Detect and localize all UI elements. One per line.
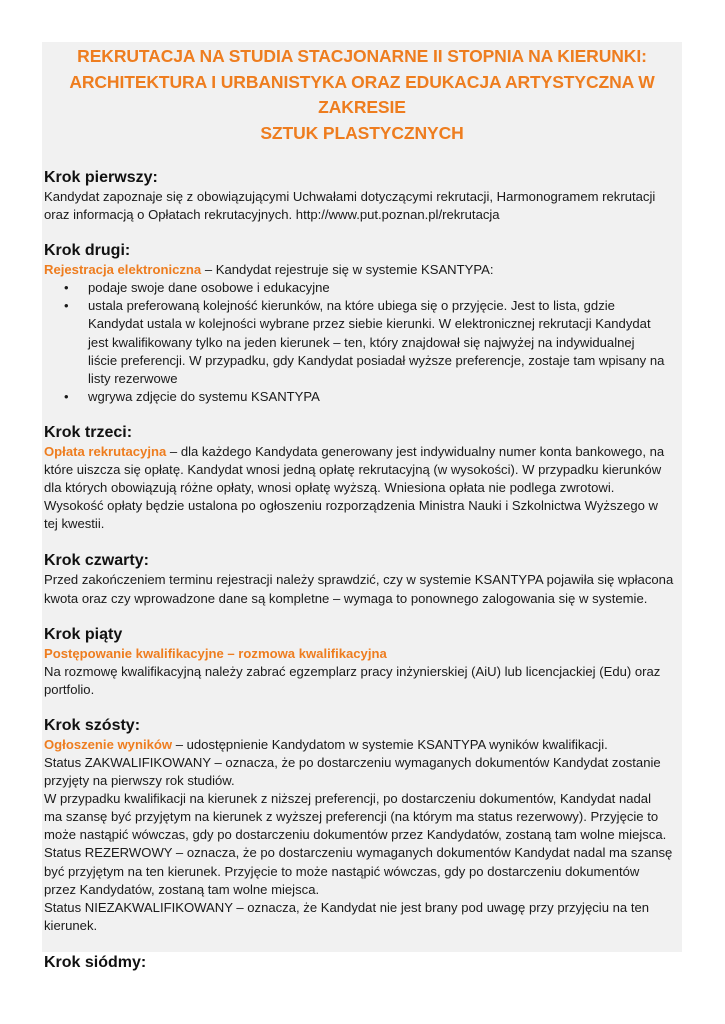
step-4-text — [44, 571, 680, 607]
document-page — [42, 42, 682, 971]
step-2-bullet-list — [44, 279, 680, 406]
step-6-line: ma szansę być przyjętym na kierunek z wyższej preferencji (na którym ma status rezerwowy). Przyjęcie to — [44, 809, 659, 825]
step-6-line: Status ZAKWALIFIKOWANY – oznacza, że po dostarczeniu wymaganych dokumentów Kandydat zostanie — [44, 754, 661, 770]
step-1-line: Kandydat zapoznaje się z obowiązującymi Uchwałami dotyczącymi rekrutacji, Harmonogramem rekrutacji — [44, 189, 656, 204]
list-item — [64, 279, 680, 297]
title-line-3: SZTUK PLASTYCZNYCH — [260, 122, 464, 143]
step-6-line: kierunek. — [44, 917, 98, 933]
step-6-highlight: Ogłoszenie wyników — [44, 736, 173, 752]
step-6-line: W przypadku kwalifikacji na kierunek z niższej preferencji, po dostarczeniu dokumentów, Kandydat nadal — [44, 791, 651, 807]
step-6-heading: Krok szósty: — [44, 716, 141, 734]
title-line-1: REKRUTACJA NA STUDIA STACJONARNE II STOPNIA NA KIERUNKI: — [77, 46, 647, 66]
step-6-line: Status REZERWOWY – oznacza, że po dostarczeniu wymaganych dokumentów Kandydat nadal ma szansę — [44, 845, 673, 861]
step-3-heading: Krok trzeci: — [44, 423, 133, 441]
step-5-text — [44, 663, 680, 699]
step-6-line: może nastąpić wówczas, gdy po dostarczeniu dokumentów przez Kandydatów, zostaną tam wolne miejsca. — [44, 827, 667, 843]
list-item-line: listy rezerwowe — [88, 370, 178, 386]
step-2 — [44, 241, 680, 406]
step-2-highlight: Rejestracja elektroniczna — [44, 262, 202, 278]
step-5-heading: Krok piąty — [44, 625, 123, 643]
list-item-line: podaje swoje dane osobowe i edukacyjne — [88, 280, 330, 296]
step-5 — [44, 625, 680, 699]
bullet-icon: • — [64, 280, 69, 296]
step-1-heading: Krok pierwszy: — [44, 169, 158, 186]
bullet-icon: • — [64, 298, 69, 314]
list-item-line: ustala preferowaną kolejność kierunków, na które ubiega się o przyjęcie. Jest to lista, gdzie — [88, 298, 615, 314]
list-item-line: jest kwalifikowany tylko na jeden kierunek – ten, który znajdował się najwyżej na indywidualnej — [88, 334, 635, 350]
step-6 — [44, 716, 680, 935]
step-4-line: kwota oraz czy wprowadzone dane są kompletne – wymaga to ponownego zalogowania się w systemie. — [44, 590, 648, 606]
step-3-line: Wysokość opłaty będzie ustalona po ogłoszeniu rozporządzenia Ministra Nauki i Szkolnictwa Wyższego w — [44, 498, 659, 514]
step-2-intro-text: – Kandydat rejestruje się w systemie KSANTYPA: — [201, 262, 494, 278]
step-5-line: portfolio. — [44, 681, 95, 697]
bullet-icon: • — [64, 388, 69, 404]
step-3-line: które uiszcza się opłatę. Kandydat wnosi jedną opłatę rekrutacyjną (w wysokości). W przypadku kierunków — [44, 462, 662, 478]
list-item-line: liście preferencji. W przypadku, gdy Kandydat posiadał wyższe preferencje, zostaje tam wpisany na — [88, 352, 665, 368]
step-3-line: tej kwestii. — [44, 516, 105, 532]
step-1 — [44, 168, 680, 224]
step-7-heading: Krok siódmy: — [44, 953, 147, 971]
document-content — [42, 168, 682, 973]
step-6-line — [44, 736, 680, 754]
step-4-line: Przed zakończeniem terminu rejestracji należy sprawdzić, czy w systemie KSANTYPA pojawiła się wpłacona — [44, 572, 674, 588]
step-6-text — [44, 736, 680, 935]
step-3-text — [44, 443, 680, 533]
step-2-heading: Krok drugi: — [44, 242, 131, 260]
step-5-line: Na rozmowę kwalifikacyjną należy zabrać egzemplarz pracy inżynierskiej (AiU) lub licencjackiej (Edu) oraz — [44, 663, 661, 679]
step-1-line: oraz informacją o Opłatach rekrutacyjnych. http://www.put.poznan.pl/rekrutacja — [44, 207, 500, 223]
step-1-text — [44, 188, 680, 224]
step-2-intro — [44, 261, 680, 279]
title-line-2: ARCHITEKTURA I URBANISTYKA ORAZ EDUKACJA ARTYSTYCZNA W ZAKRESIE — [69, 71, 655, 117]
list-item-line: Kandydat ustala w kolejności wybrane przez siebie kierunki. W elektronicznej rekrutacji Kandydat — [88, 316, 651, 332]
step-4-heading: Krok czwarty: — [44, 552, 149, 570]
step-3-line: dla których obowiązują różne opłaty, wnosi opłatę wyższą. Wniesiona opłata nie podlega zwrotowi. — [44, 480, 615, 496]
step-6-line: być przyjętym na ten kierunek. Przyjęcie to może nastąpić wówczas, gdy po dostarczeniu dokumentów — [44, 863, 640, 879]
document-title — [42, 42, 682, 146]
step-3 — [44, 423, 680, 533]
step-6-line: przez Kandydatów, zostaną tam wolne miejsca. — [44, 881, 320, 897]
step-4 — [44, 551, 680, 607]
step-7 — [44, 953, 680, 973]
list-item — [64, 388, 680, 406]
step-6-line: Status NIEZAKWALIFIKOWANY – oznacza, że Kandydat nie jest brany pod uwagę przy przyjęciu na ten — [44, 899, 650, 915]
step-3-first-line: – dla każdego Kandydata generowany jest indywidualny numer konta bankowego, na — [166, 443, 665, 459]
list-item-line: wgrywa zdjęcie do systemu KSANTYPA — [88, 388, 320, 404]
step-3-highlight: Opłata rekrutacyjna — [44, 443, 167, 459]
step-3-line — [44, 443, 680, 461]
step-6-first-line: – udostępnienie Kandydatom w systemie KSANTYPA wyników kwalifikacji. — [172, 736, 608, 752]
list-item — [64, 297, 680, 387]
step-6-line: przyjęty na pierwszy rok studiów. — [44, 773, 235, 789]
step-5-highlight: Postępowanie kwalifikacyjne – rozmowa kwalifikacyjna — [44, 645, 387, 661]
